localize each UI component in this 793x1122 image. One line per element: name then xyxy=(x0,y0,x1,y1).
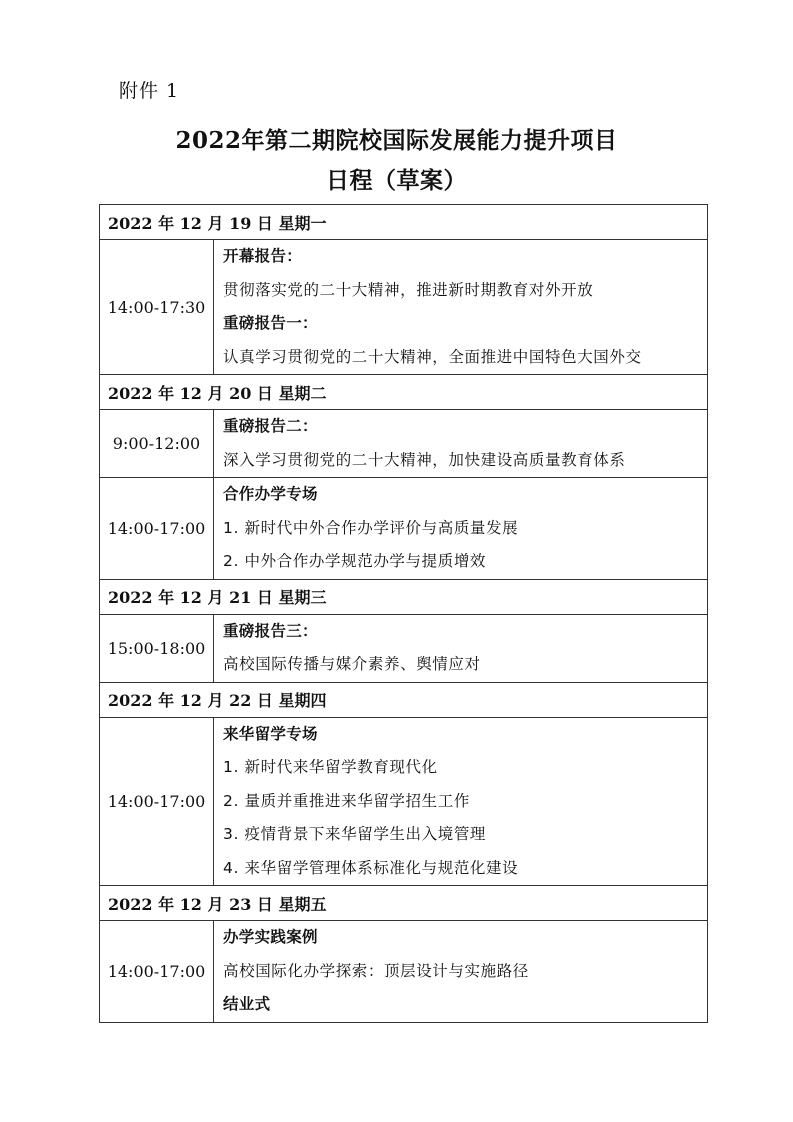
session-row xyxy=(100,921,708,1023)
day-date: 2022 年 12 月 23 日 星期五 xyxy=(100,886,708,921)
session-time: 9:00-12:00 xyxy=(100,410,214,478)
day-date: 2022 年 12 月 21 日 星期三 xyxy=(100,579,708,614)
session-row xyxy=(100,717,708,886)
session-item: 4. 来华留学管理体系标准化与规范化建设 xyxy=(223,858,519,877)
session-heading: 办学实践案例 xyxy=(223,928,318,946)
session-item: 3. 疫情背景下来华留学生出入境管理 xyxy=(223,825,487,843)
day-date: 2022 年 12 月 20 日 星期二 xyxy=(100,375,708,410)
session-item: 2. 中外合作办学规范办学与提质增效 xyxy=(223,552,487,570)
day-header-row xyxy=(100,205,708,240)
session-heading: 重磅报告二： xyxy=(223,417,318,435)
session-time: 15:00-18:00 xyxy=(100,614,214,682)
day-date: 2022 年 12 月 22 日 星期四 xyxy=(100,682,708,717)
session-heading: 重磅报告一： xyxy=(223,314,318,332)
session-item: 深入学习贯彻党的二十大精神，加快建设高质量教育体系 xyxy=(223,450,626,469)
session-heading: 开幕报告： xyxy=(223,247,303,265)
session-time: 14:00-17:00 xyxy=(100,717,214,886)
session-content xyxy=(214,614,708,682)
day-date: 2022 年 12 月 19 日 星期一 xyxy=(100,205,708,240)
session-item: 1. 新时代来华留学教育现代化 xyxy=(223,758,438,776)
day-header-row xyxy=(100,886,708,921)
session-item: 1. 新时代中外合作办学评价与高质量发展 xyxy=(223,518,519,537)
session-content xyxy=(214,240,708,375)
session-heading: 结业式 xyxy=(223,995,271,1013)
session-item: 认真学习贯彻党的二十大精神，全面推进中国特色大国外交 xyxy=(223,347,642,366)
session-time: 14:00-17:00 xyxy=(100,921,214,1023)
session-row xyxy=(100,240,708,375)
session-row xyxy=(100,614,708,682)
session-item: 高校国际传播与媒介素养、舆情应对 xyxy=(223,655,481,673)
day-header-row xyxy=(100,682,708,717)
session-item: 贯彻落实党的二十大精神，推进新时期教育对外开放 xyxy=(223,280,594,299)
session-time: 14:00-17:00 xyxy=(100,478,214,580)
session-content xyxy=(214,410,708,478)
session-item: 2. 量质并重推进来华留学招生工作 xyxy=(223,791,470,810)
session-heading: 重磅报告三： xyxy=(223,621,318,640)
session-content xyxy=(214,478,708,580)
session-content xyxy=(214,717,708,886)
session-row xyxy=(100,410,708,478)
session-item: 高校国际化办学探索：顶层设计与实施路径 xyxy=(223,961,529,980)
schedule-table xyxy=(99,204,708,1023)
document-subtitle: 日程（草案） xyxy=(326,167,467,194)
session-row xyxy=(100,478,708,580)
session-content xyxy=(214,921,708,1023)
session-time: 14:00-17:30 xyxy=(100,240,214,375)
session-heading: 合作办学专场 xyxy=(223,485,318,503)
day-header-row xyxy=(100,375,708,410)
session-heading: 来华留学专场 xyxy=(223,724,318,743)
attachment-label: 附件 1 xyxy=(119,80,180,102)
document-title: 2022年第二期院校国际发展能力提升项目 xyxy=(175,127,618,154)
day-header-row xyxy=(100,579,708,614)
